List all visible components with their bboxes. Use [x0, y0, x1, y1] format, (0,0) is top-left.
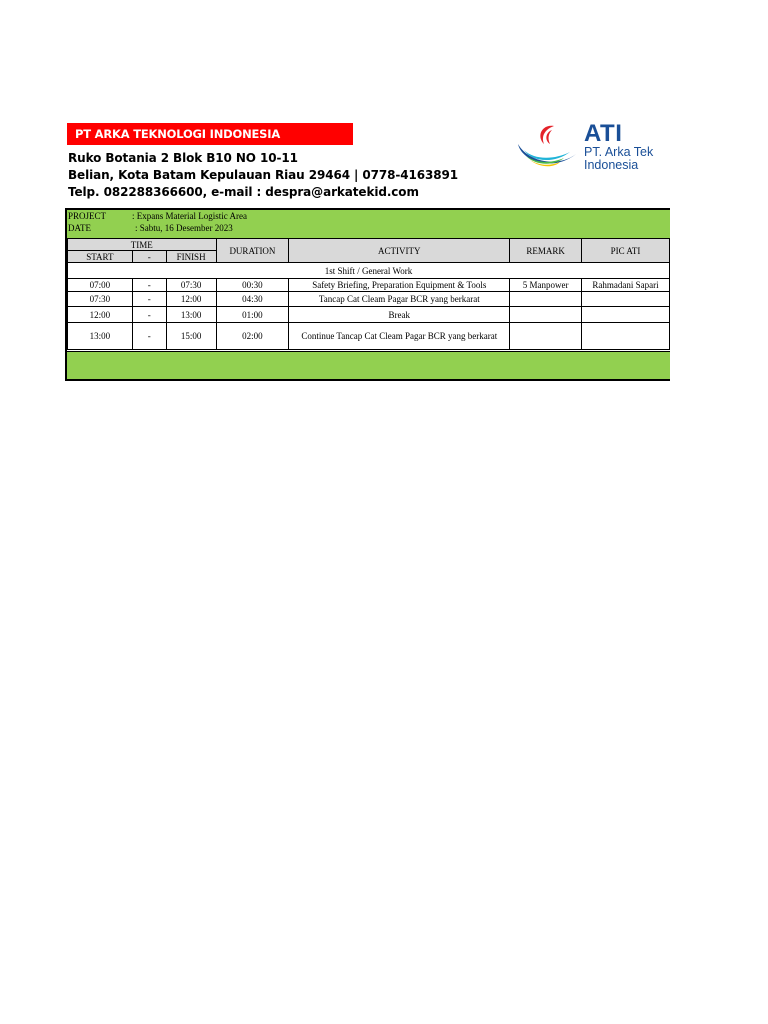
finish-cell: 07:30 [166, 279, 216, 292]
project-label: PROJECT [68, 211, 107, 221]
duration-cell: 01:00 [216, 307, 289, 323]
remark-header: REMARK [510, 239, 582, 263]
duration-header: DURATION [216, 239, 289, 263]
company-banner: PT ARKA TEKNOLOGI INDONESIA [67, 123, 353, 145]
finish-cell: 12:00 [166, 292, 216, 307]
dash-cell: - [132, 292, 166, 307]
start-cell: 12:00 [68, 307, 133, 323]
remark-cell: 5 Manpower [510, 279, 582, 292]
time-header: TIME [68, 239, 217, 251]
activity-cell: Break [289, 307, 510, 323]
company-logo [514, 120, 674, 176]
finish-cell: 15:00 [166, 323, 216, 350]
pic-header: PIC ATI [582, 239, 670, 263]
activity-cell: Tancap Cat Cleam Pagar BCR yang berkarat [289, 292, 510, 307]
dash-cell: - [132, 323, 166, 350]
date-label: DATE [68, 223, 91, 233]
logo-abbr: ATI [584, 120, 623, 147]
remark-cell [510, 323, 582, 350]
project-value: : Expans Material Logistic Area [132, 211, 247, 221]
finish-header: FINISH [166, 251, 216, 263]
pic-cell [582, 307, 670, 323]
pic-cell [582, 292, 670, 307]
start-header: START [68, 251, 133, 263]
dash-cell: - [132, 307, 166, 323]
shift-title: 1st Shift / General Work [68, 263, 670, 279]
pic-cell [582, 323, 670, 350]
dash-cell: - [132, 279, 166, 292]
activity-header: ACTIVITY [289, 239, 510, 263]
logo-name-line2: Indonesia [584, 158, 639, 172]
dash-header: - [132, 251, 166, 263]
address-line-2: Belian, Kota Batam Kepulauan Riau 29464 | 0778-4163891 [68, 168, 459, 182]
logo-name-line1: PT. Arka Tek [584, 145, 654, 159]
activity-cell: Continue Tancap Cat Cleam Pagar BCR yang berkarat [289, 323, 510, 350]
finish-cell: 13:00 [166, 307, 216, 323]
table-row [68, 279, 670, 292]
daily-report-sheet [65, 208, 670, 381]
table-row [68, 323, 670, 350]
activity-table [67, 238, 670, 350]
pic-cell: Rahmadani Sapari [582, 279, 670, 292]
table-row [68, 307, 670, 323]
date-value: : Sabtu, 16 Desember 2023 [135, 223, 233, 233]
remark-cell [510, 307, 582, 323]
start-cell: 07:00 [68, 279, 133, 292]
logo-swoosh-icon [514, 120, 584, 176]
address-line-1: Ruko Botania 2 Blok B10 NO 10-11 [68, 151, 298, 165]
duration-cell: 02:00 [216, 323, 289, 350]
remark-cell [510, 292, 582, 307]
start-cell: 13:00 [68, 323, 133, 350]
contact-line: Telp. 082288366600, e-mail : despra@arkatekid.com [68, 185, 419, 199]
table-row [68, 292, 670, 307]
duration-cell: 00:30 [216, 279, 289, 292]
start-cell: 07:30 [68, 292, 133, 307]
footer-band [67, 351, 670, 381]
duration-cell: 04:30 [216, 292, 289, 307]
activity-cell: Safety Briefing, Preparation Equipment & Tools [289, 279, 510, 292]
